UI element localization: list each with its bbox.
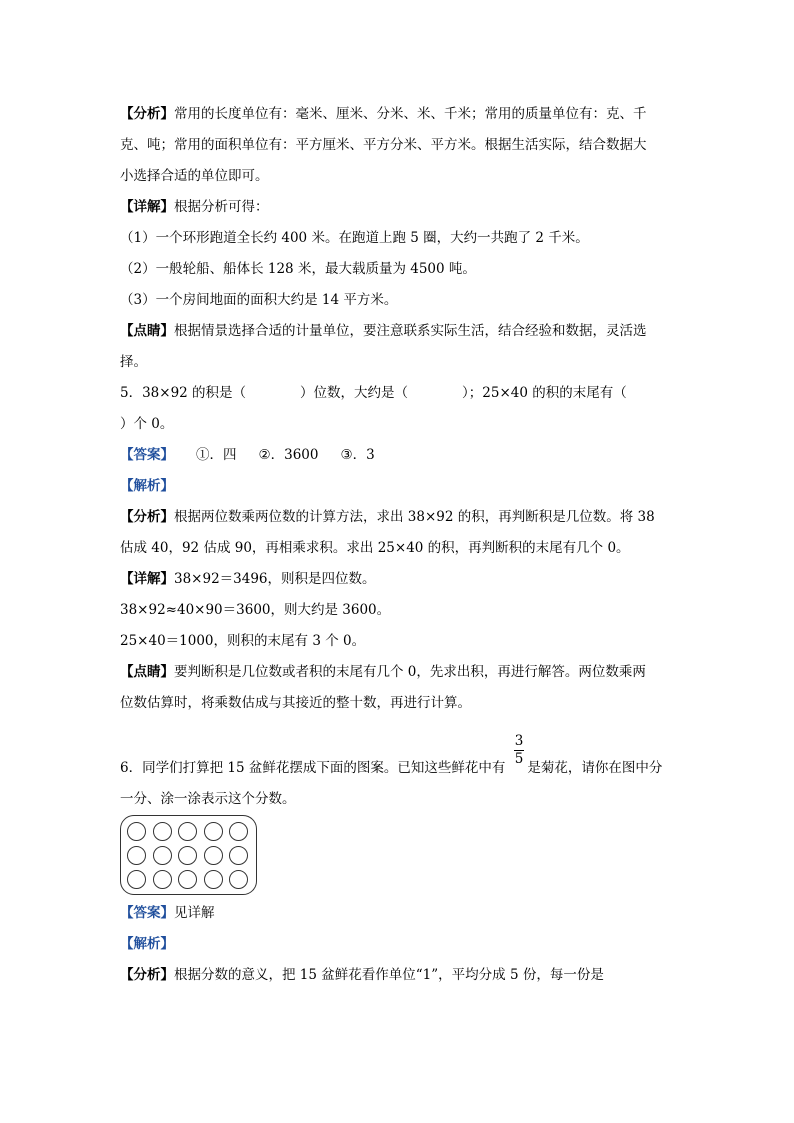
flower-pot-circle[interactable] bbox=[153, 870, 172, 889]
fraction bbox=[512, 733, 526, 768]
q5-answer-3: ③．3 bbox=[340, 447, 375, 463]
q5-analysis-line-2: 估成 40，92 估成 90，再相乘求积。求出 25×40 的积，再判断积的末尾有几个 0。 bbox=[120, 540, 630, 556]
q5-answer-2: ②．3600 bbox=[258, 447, 319, 463]
q5-detail-line-1 bbox=[120, 569, 376, 589]
detail-item-2: （2）一般轮船、船体长 128 米，最大载质量为 4500 吨。 bbox=[120, 261, 476, 277]
flower-pot-circle[interactable] bbox=[153, 846, 172, 865]
flower-pot-circle[interactable] bbox=[229, 822, 248, 841]
q5-comment-line-2: 位数估算时，将乘数估成与其接近的整十数，再进行计算。 bbox=[120, 695, 471, 711]
flower-pot-circle[interactable] bbox=[204, 870, 223, 889]
q6-question-text-a: 6．同学们打算把 15 盆鲜花摆成下面的图案。已知这些鲜花中有 bbox=[120, 760, 506, 776]
q5-answer-line bbox=[120, 445, 375, 465]
q6-answer-line bbox=[120, 903, 215, 923]
q5-detail-line-2: 38×92≈40×90＝3600，则大约是 3600。 bbox=[120, 602, 391, 618]
q6-question-line-1 bbox=[120, 758, 662, 778]
q6-analysis-label: 【分析】 bbox=[120, 967, 174, 983]
fraction-denominator: 5 bbox=[514, 751, 524, 767]
q5-analysis-text: 根据两位数乘两位数的计算方法，求出 38×92 的积，再判断积是几位数。将 38 bbox=[174, 509, 655, 525]
comment-text: 根据情景选择合适的计量单位，要注意联系实际生活，结合经验和数据，灵活选 bbox=[174, 323, 647, 339]
comment-line-1 bbox=[120, 321, 647, 341]
flower-pot-circle[interactable] bbox=[178, 846, 197, 865]
flower-pot-circle[interactable] bbox=[127, 846, 146, 865]
fraction-numerator: 3 bbox=[514, 733, 524, 749]
q6-question-text-b: 是菊花，请你在图中分 bbox=[527, 760, 663, 776]
analysis-line-2: 克、吨；常用的面积单位有：平方厘米、平方分米、平方米。根据生活实际，结合数据大 bbox=[120, 137, 647, 153]
flower-pot-circle[interactable] bbox=[127, 870, 146, 889]
comment-line-2: 择。 bbox=[120, 354, 147, 370]
q6-answer-label: 【答案】 bbox=[120, 905, 174, 921]
flower-pot-circle[interactable] bbox=[178, 822, 197, 841]
q6-analysis-text: 根据分数的意义，把 15 盆鲜花看作单位“1”，平均分成 5 份，每一份是 bbox=[174, 967, 604, 983]
detail-item-3: （3）一个房间地面的面积大约是 14 平方米。 bbox=[120, 292, 398, 308]
q5-detail-line-3: 25×40＝1000，则积的末尾有 3 个 0。 bbox=[120, 633, 366, 649]
q6-question-line-2: 一分、涂一涂表示这个分数。 bbox=[120, 791, 296, 807]
q5-question-line-2: ）个 0。 bbox=[120, 416, 174, 432]
q5-question-line-1: 5．38×92 的积是（ ）位数，大约是（ ）；25×40 的积的末尾有（ bbox=[120, 385, 627, 401]
q5-answer-label: 【答案】 bbox=[120, 447, 174, 463]
analysis-line-1 bbox=[120, 104, 647, 124]
q5-comment-text: 要判断积是几位数或者积的末尾有几个 0，先求出积，再进行解答。两位数乘两 bbox=[174, 664, 646, 680]
q5-comment-line-1 bbox=[120, 662, 646, 682]
flower-pot-circle[interactable] bbox=[178, 870, 197, 889]
q5-analysis-line-1 bbox=[120, 507, 655, 527]
analysis-line-3: 小选择合适的单位即可。 bbox=[120, 168, 269, 184]
q5-detail-label: 【详解】 bbox=[120, 571, 174, 587]
flower-pot-circle[interactable] bbox=[204, 846, 223, 865]
q6-solution-label: 【解析】 bbox=[120, 936, 174, 952]
flower-pot-circle[interactable] bbox=[204, 822, 223, 841]
flower-pot-circle[interactable] bbox=[127, 822, 146, 841]
flower-pot-figure[interactable] bbox=[120, 815, 257, 895]
flower-pot-circle[interactable] bbox=[229, 846, 248, 865]
detail-line bbox=[120, 197, 269, 217]
detail-item-1: （1）一个环形跑道全长约 400 米。在跑道上跑 5 圈，大约一共跑了 2 千米。 bbox=[120, 230, 589, 246]
flower-pot-circle[interactable] bbox=[229, 870, 248, 889]
q5-solution-label: 【解析】 bbox=[120, 478, 174, 494]
analysis-label: 【分析】 bbox=[120, 106, 174, 122]
q6-answer-text: 见详解 bbox=[174, 905, 215, 921]
q5-comment-label: 【点睛】 bbox=[120, 664, 174, 680]
detail-text: 根据分析可得： bbox=[174, 199, 269, 215]
detail-label: 【详解】 bbox=[120, 199, 174, 215]
q5-analysis-label: 【分析】 bbox=[120, 509, 174, 525]
flower-pot-circle[interactable] bbox=[153, 822, 172, 841]
q5-answer-1: ①．四 bbox=[196, 447, 237, 463]
q6-analysis-line-1 bbox=[120, 965, 604, 985]
q5-detail-text: 38×92＝3496，则积是四位数。 bbox=[174, 571, 376, 587]
analysis-text: 常用的长度单位有：毫米、厘米、分米、米、千米；常用的质量单位有：克、千 bbox=[174, 106, 647, 122]
comment-label: 【点睛】 bbox=[120, 323, 174, 339]
